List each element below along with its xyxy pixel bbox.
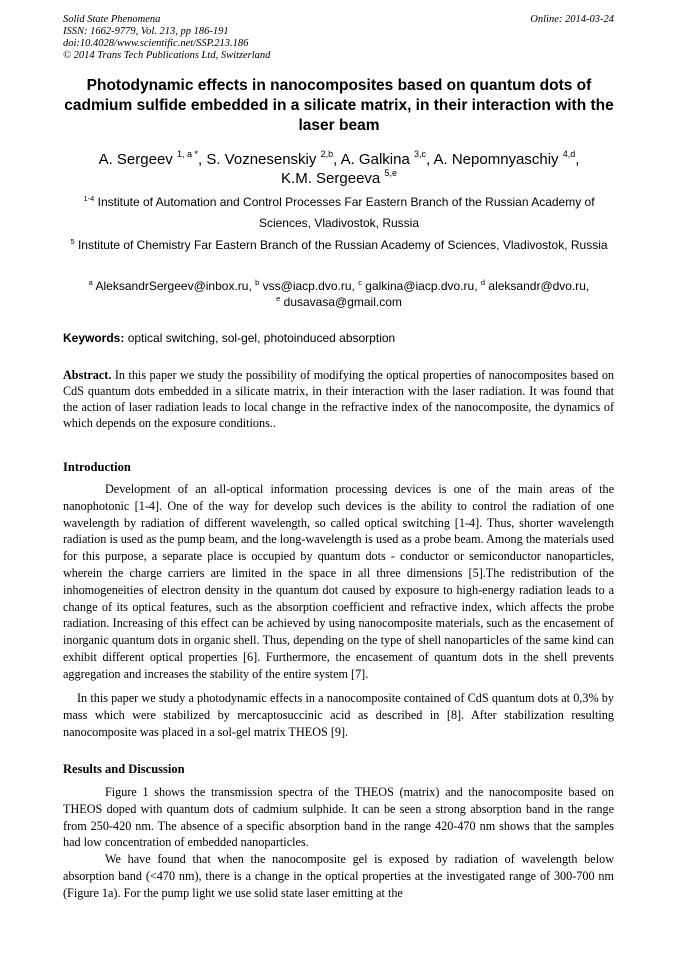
abstract — [63, 367, 614, 431]
author-name: A. Galkina — [340, 151, 410, 168]
email-link[interactable]: dusavasa@gmail.com — [283, 295, 402, 309]
affiliation-marker: 1-4 — [83, 194, 95, 203]
author-affil-marker: 4,d — [562, 149, 576, 159]
author-list: A. Sergeev $^{1, a *}$, S. Voznesenskiy $^{2,b}$, A. Galkina $^{3,c}$, A. Nepomnyaschiy $^{4,d}$, K.M. Sergeeva $^{5,e}$ — [98, 149, 580, 187]
abstract-text: In this paper we study the possibility of modifying the optical properties of nanocomposites based on CdS quantum dots embedded in a silicate matrix, in their interaction with the laser radiation. It was found that the action of laser radiation leads to local change in the refractive index of the nanocomposite, the dynamics of which depends on the exposure conditions.. — [63, 368, 615, 430]
journal-doi[interactable]: doi:10.4028/www.scientific.net/SSP.213.186 — [63, 38, 249, 49]
email-marker: c — [358, 278, 362, 287]
section-heading-introduction: Introduction — [63, 460, 131, 474]
email-marker: b — [255, 278, 260, 287]
email-link[interactable]: galkina@iacp.dvo.ru, — [365, 279, 478, 293]
author-name: A. Nepomnyaschiy — [433, 151, 559, 168]
section-heading-results: Results and Discussion — [63, 762, 185, 776]
journal-info — [63, 14, 270, 62]
author-name: S. Voznesenskiy — [206, 151, 317, 168]
intro-paragraph-2: In this paper we study a photodynamic effects in a nanocomposite contained of CdS quantum dots at 0,3% by mass which were stabilized by mercaptosuccinic acid as described in [8]. After stabilization resulting nanocomposite was placed in a sol-gel matrix THEOS [9]. — [63, 691, 614, 739]
author-name: K.M. Sergeeva — [281, 170, 381, 187]
affiliation-text: Institute of Chemistry Far Eastern Branch of the Russian Academy of Sciences, Vladivostok, Russia — [77, 238, 608, 252]
abstract-label: Abstract. — [63, 368, 112, 382]
paper-title: Photodynamic effects in nanocomposites based on quantum dots of cadmium sulfide embedded in a silicate matrix, in their interaction with the laser beam — [64, 77, 614, 134]
journal-copyright: © 2014 Trans Tech Publications Ltd, Switzerland — [63, 50, 271, 61]
email-marker: a — [88, 278, 93, 287]
online-date: Online: 2014-03-24 — [530, 14, 614, 25]
affiliation-text: Institute of Automation and Control Processes Far Eastern Branch of the Russian Academy of Sciences, Vladivostok, Russia — [97, 195, 595, 230]
journal-name: Solid State Phenomena — [63, 14, 161, 25]
author-affil-marker: 3,c — [413, 149, 426, 159]
author-affil-marker: 1, a * — [176, 149, 198, 159]
email-marker: d — [480, 278, 486, 287]
keywords — [63, 331, 395, 346]
email-link[interactable]: vss@iacp.dvo.ru, — [262, 279, 355, 293]
affiliation-2 — [62, 235, 616, 256]
affiliation-marker: 5 — [70, 237, 75, 246]
email-list — [62, 278, 616, 310]
journal-issn: ISSN: 1662-9779, Vol. 213, pp 186-191 — [63, 26, 229, 37]
affiliation-1 — [62, 192, 616, 234]
results-paragraph-2: We have found that when the nanocomposite gel is exposed by radiation of wavelength below absorption band (<470 nm), there is a change in the optical properties at the investigated range of 300-700 nm (Figure 1a). For the pump light we use solid state laser emitting at the — [63, 852, 614, 900]
author-name: A. Sergeev — [98, 151, 173, 168]
keywords-label: Keywords: — [63, 331, 125, 345]
email-link[interactable]: aleksandr@dvo.ru, — [488, 279, 590, 293]
email-link[interactable]: AleksandrSergeev@inbox.ru, — [95, 279, 252, 293]
keywords-text: optical switching, sol-gel, photoinduced absorption — [127, 331, 396, 345]
author-affil-marker: 5,e — [384, 168, 397, 178]
intro-paragraph-1: Development of an all-optical information processing devices is one of the main areas of the nanophotonic [1-4]. One of the way for develop such devices is the ability to control the radiation of one wavelength by radiation of different wavelength, so called optical switching [1-4]. Thus, shorter wavelength radiation is used as the pump beam, and the long-wavelength is used as a probe beam. Among the materials used for this purpose, a separate place is occupied by quantum dots - conductor or semiconductor nanoparticles, wherein the charge carriers are limited in the space in all three dimensions [5].The redistribution of the inhomogeneities of electron density in the quantum dot caused by exposure to high-energy radiation leads to a change of its optical features, such as the absorption coefficient and refractive index, which affects the probe radiation. Increasing of this effect can be achieved by using nanocomposite materials, such as the encasement of inorganic quantum dots in organic shell. Thus, depending on the type of shell nanoparticles of the same kind can exhibit different optical properties [6]. Furthermore, the encasement of quantum dots in the shell prevents aggregation and increases the stability of the entire system [7]. — [63, 482, 614, 681]
author-affil-marker: 2,b — [320, 149, 334, 159]
results-paragraph-1: Figure 1 shows the transmission spectra of the THEOS (matrix) and the nanocomposite based on THEOS doped with quantum dots of cadmium sulphide. It can be seen a strong absorption band in the range from 250-420 nm. The absence of a specific absorption band in the range 420-470 nm shows that the samples had low concentration of embedded nanoparticles. — [63, 785, 614, 850]
email-marker: e — [276, 294, 281, 303]
